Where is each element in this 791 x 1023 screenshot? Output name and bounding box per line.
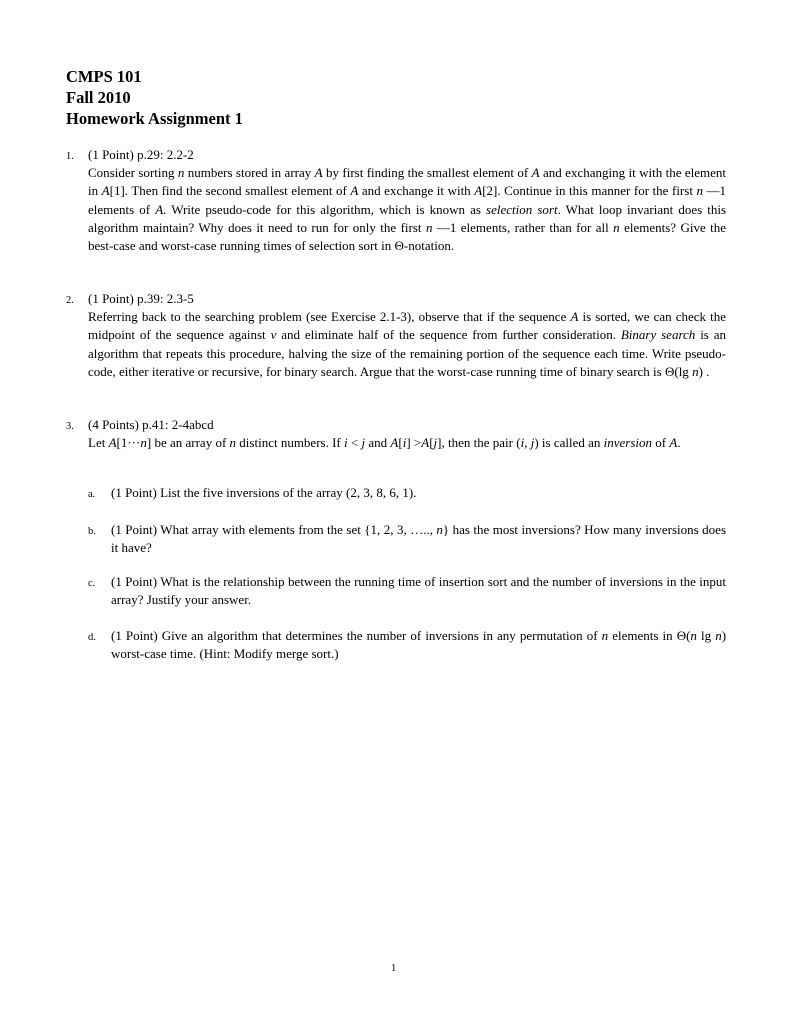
problem-2-body: Referring back to the searching problem (see Exercise 2.1-3), observe that if the sequence A is sorted, we can check the midpoint of the sequence against v and eliminate half of the sequence from further consideration. Binary search is an algorithm that repeats this procedure, halving the size of the remaining portion of the sequence each time. Write pseudo-code, either iterative or recursive, for binary search. Argue that the worst-case running time of binary search is Θ(lg n) . [88,309,727,379]
problem-1-heading: (1 Point) p.29: 2.2-2 [88,147,194,162]
assignment-title: Homework Assignment 1 [66,109,243,128]
subpart-b: (1 Point) What array with elements from the set {1, 2, 3, ….., n} has the most inversions? How many inversions does it have? [111,522,727,556]
subpart-b-letter: b. [88,526,96,537]
subpart-d-letter: d. [88,632,96,643]
problem-3-body: Let A[1···n] be an array of n distinct numbers. If i < j and A[i] >A[j], then the pair (i, j) is called an inversion of A. [88,435,681,451]
problem-3-heading: (4 Points) p.41: 2-4abcd [88,417,214,432]
theta-symbol: Θ [394,238,404,254]
course-code: CMPS 101 [66,67,142,86]
problem-3 [88,416,726,452]
subpart-a-letter: a. [88,489,96,500]
problem-1-number: 1. [66,151,74,162]
subpart-c-letter: c. [88,578,96,589]
problem-2-number: 2. [66,295,74,306]
term: Fall 2010 [66,88,131,107]
page-number: 1 [391,963,397,974]
problem-2 [88,290,726,381]
subpart-a: (1 Point) List the five inversions of the array (2, 3, 8, 6, 1). [111,485,417,500]
problem-1-body: Consider sorting n numbers stored in array A by first finding the smallest element of A and exchanging it with the element in A[1]. Then find the second smallest element of A and exchange it with A[2]. Continue in this manner for the first n —1 elements of A. Write pseudo-code for this algorithm, which is known as selection sort. What loop invariant does this algorithm maintain? Why does it need to run for only the first n —1 elements, rather than for all n elements? Give the best-case and worst-case running times of selection sort in Θ-notation. [88,165,727,254]
subpart-d: (1 Point) Give an algorithm that determines the number of inversions in any permutation of n elements in Θ(n lg n) worst-case time. (Hint: Modify merge sort.) [111,628,727,662]
problem-2-heading: (1 Point) p.39: 2.3-5 [88,291,194,306]
problem-3-number: 3. [66,421,74,432]
subpart-c: (1 Point) What is the relationship between the running time of insertion sort and the number of inversions in the input array? Justify your answer. [111,574,726,608]
problem-1 [88,146,726,255]
